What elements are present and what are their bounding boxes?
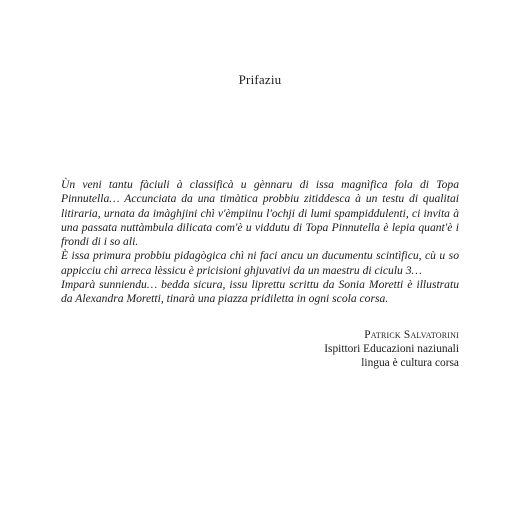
signature-name: Patrick Salvatorini xyxy=(364,329,459,341)
paragraph-3: Imparà sunniendu… bedda sicura, issu liprettu scrittu da Sonia Moretti è illustratu da Alexandra Moretti, tinarà una piazza pridiletta in ogni scola corsa. xyxy=(61,278,459,306)
signature-block xyxy=(324,328,459,371)
page-title: Prifaziu xyxy=(238,72,282,87)
signature-role: Ispittori Educazioni naziunali xyxy=(324,343,459,356)
paragraph-1: Ùn veni tantu fàciuli à classificà u gènnaru di issa magnìfica fola di Topa Pinnutella… Accunciata da una timàtica probbiu zitiddesca à un testu di qualitai litiraria, urnata da imàghjini chì v'èmpiinu l'ochji di lumi spampiddulenti, ci invita à una passata nuttàmbula dilicata com'è u viddutu di Topa Pinnutella è lepia quant'è i frondi di i so ali. xyxy=(61,178,459,249)
signature-subject: lingua è cultura corsa xyxy=(361,357,459,370)
preface-body xyxy=(61,178,459,307)
paragraph-2: È issa primura probbiu pidagògica chì ni faci ancu un ducumentu scintìficu, cù u so appicciu chì arreca lèssicu è pricisioni ghjuvativi da un maestru di ciculu 3… xyxy=(61,249,459,277)
